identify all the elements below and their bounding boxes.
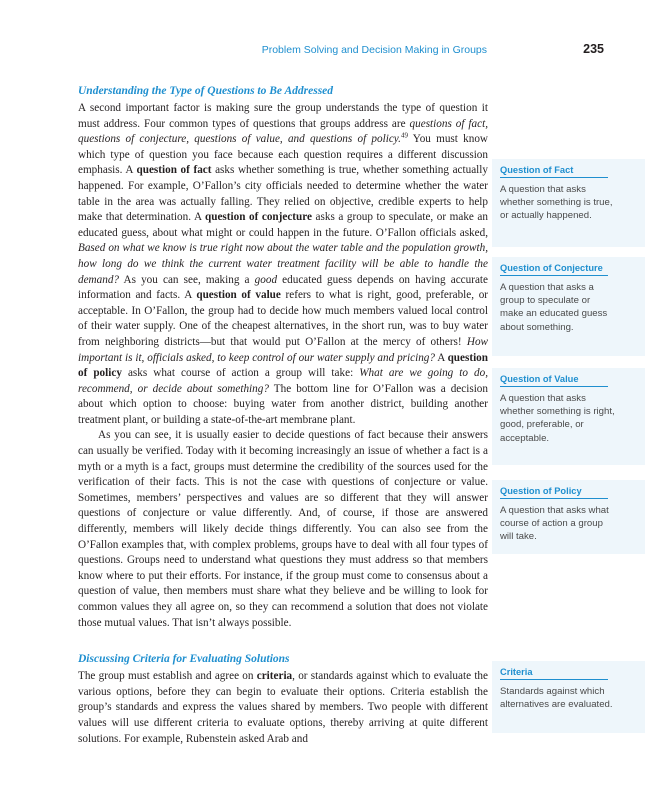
glossary-term: Question of Value	[500, 374, 608, 387]
running-header	[0, 42, 645, 58]
key-term-question-of-value: question of value	[196, 289, 281, 302]
paragraph-question-types	[78, 101, 488, 428]
italic-span: good	[254, 273, 278, 286]
glossary-box-question-of-policy	[492, 480, 645, 554]
running-title: Problem Solving and Decision Making in Groups	[261, 44, 487, 56]
key-term-question-of-conjecture: question of conjecture	[205, 211, 312, 224]
glossary-term: Question of Conjecture	[500, 263, 608, 276]
page-number: 235	[583, 42, 604, 56]
glossary-definition: A question that asks whether something is true, or actually happened.	[500, 184, 613, 222]
text-span: refers to what is right, good, preferable, or acceptable. In O’Fallon, the group had to decide how much members valued local control of their water supply. One of the cheapest alternatives, in the short run, was to buy water from neighboring districts—but that would put O’Fallon at the mercy of others!	[78, 289, 489, 348]
glossary-definition: A question that asks what course of action a group will take.	[500, 505, 609, 543]
text-span: The bottom line for O’Fallon was a decision about which option to choose: buying water from another district, building another treatment plant, or building a state-of-the-art membrane plant.	[78, 382, 488, 426]
glossary-definition: Standards against which alternatives are evaluated.	[500, 686, 613, 711]
italic-span: What are we going to do, recommend, or decide about something?	[78, 367, 489, 395]
key-term-question-of-fact: question of fact	[136, 164, 212, 177]
text-span: The group must establish and agree on	[78, 670, 257, 683]
footnote-ref: 49	[400, 131, 408, 140]
glossary-term: Question of Fact	[500, 165, 608, 178]
text-span: A second important factor is making sure the group understands the type of question it must address. Four common types of questions that groups address are	[78, 102, 488, 130]
text-span: As you can see, making a	[119, 273, 255, 286]
glossary-definition: A question that asks a group to speculate or make an educated guess about something.	[500, 282, 608, 333]
glossary-box-criteria	[492, 661, 645, 733]
paragraph-criteria	[78, 669, 488, 747]
section-heading-criteria: Discussing Criteria for Evaluating Solutions	[78, 653, 290, 666]
glossary-term: Criteria	[500, 667, 608, 680]
key-term-criteria: criteria	[256, 670, 293, 683]
text-span: asks whether something is true, whether something actually happened. For example, O’Fallon’s city officials needed to determine whether the water table in the area was actually falling. They relied on objective, credible experts to help make that determination. A	[78, 164, 488, 224]
italic-span: questions of fact, questions of conjecture, questions of value, and questions of policy.	[78, 117, 488, 146]
italic-span: How important is it, officials asked, to keep control of our water supply and pricing?	[78, 335, 488, 364]
text-span: A	[434, 351, 448, 364]
glossary-definition: A question that asks whether something is right, good, preferable, or acceptable.	[500, 393, 615, 444]
glossary-box-question-of-fact	[492, 159, 645, 247]
text-span: educated guess depends on having accurate information and facts. A	[78, 273, 488, 302]
key-term-question-of-policy: question of policy	[78, 351, 488, 380]
glossary-box-question-of-value	[492, 368, 645, 465]
main-text-column	[78, 84, 488, 747]
text-span: , or standards against which to evaluate the various options, before they can begin to evaluate their options. Criteria establish the group’s standards and express the values shared by members. Two people with different values will use different criteria to evaluate options, thereby arriving at quite different solutions. For example, Rubenstein asked Arab and	[78, 670, 488, 745]
text-span: You must know which type of question you face because each question requires a different discussion emphasis. A	[78, 133, 488, 177]
section-heading-question-types: Understanding the Type of Questions to Be Addressed	[78, 85, 334, 97]
paragraph-question-comparison: As you can see, it is usually easier to decide questions of fact because their answers can usually be verified. Today with it becoming increasingly an issue of whether a fact is a myth or a myth is a fact, groups must determine the credibility of the sources used for the verification of their facts. This is not the case with questions of conjecture or value. Sometimes, members’ perspectives and values are so different that they will answer questions of conjecture or value differently. And, of course, if those are answered differently, members will likely decide things differently. You can also see from the O’Fallon examples that, with complex problems, groups have to deal with all four types of questions. Groups need to understand what questions they must address so that members know where to put their efforts. For instance, if the group must come to consensus about a question of value, then members must share what they believe and be willing to look for common values they all agree on, so they can recommend a solution that does not violate those mutual values. That isn’t always possible.	[78, 429, 488, 629]
text-span: asks what course of action a group will take:	[121, 367, 360, 380]
glossary-box-question-of-conjecture	[492, 257, 645, 356]
text-span: asks a group to speculate, or make an educated guess, about what might or could happen in the future. O’Fallon officials asked,	[78, 211, 488, 239]
italic-span: Based on what we know is true right now about the water table and the population growth, how long do we think the current water treatment facility will be able to handle the demand?	[78, 242, 488, 286]
glossary-term: Question of Policy	[500, 486, 608, 499]
